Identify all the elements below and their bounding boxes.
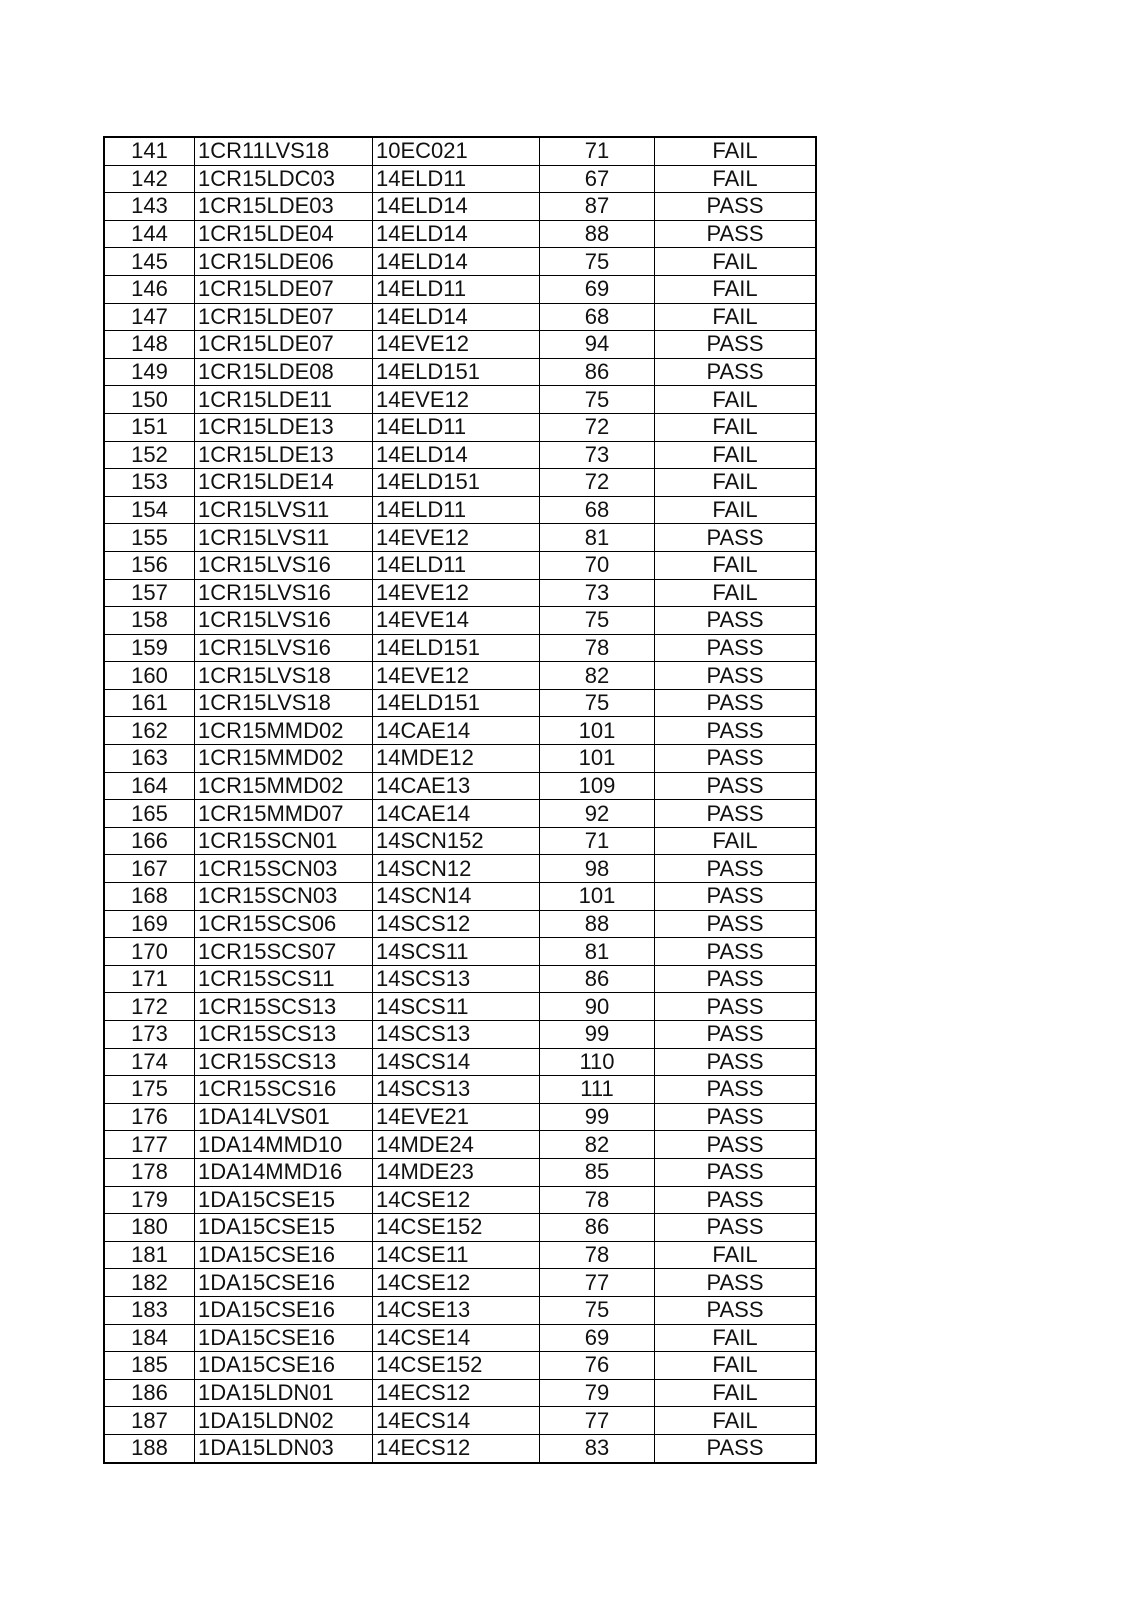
usn-cell: 1CR15SCS06 (195, 910, 373, 938)
serial-number-cell: 155 (104, 524, 195, 552)
marks-cell: 68 (540, 303, 655, 331)
serial-number-cell: 158 (104, 607, 195, 635)
serial-number-cell: 168 (104, 883, 195, 911)
subject-code-cell: 14SCS12 (373, 910, 540, 938)
usn-cell: 1CR15SCS11 (195, 965, 373, 993)
subject-code-cell: 14EVE12 (373, 331, 540, 359)
subject-code-cell: 10EC021 (373, 137, 540, 165)
usn-cell: 1CR15SCS07 (195, 938, 373, 966)
result-cell: FAIL (655, 248, 817, 276)
usn-cell: 1CR15MMD07 (195, 800, 373, 828)
result-cell: FAIL (655, 137, 817, 165)
marks-cell: 71 (540, 827, 655, 855)
usn-cell: 1CR15LVS16 (195, 634, 373, 662)
serial-number-cell: 162 (104, 717, 195, 745)
marks-cell: 73 (540, 441, 655, 469)
table-row (104, 855, 816, 883)
result-cell: PASS (655, 993, 817, 1021)
subject-code-cell: 14ELD14 (373, 303, 540, 331)
usn-cell: 1CR15LDE13 (195, 413, 373, 441)
table-row (104, 579, 816, 607)
serial-number-cell: 148 (104, 331, 195, 359)
table-row (104, 662, 816, 690)
serial-number-cell: 178 (104, 1158, 195, 1186)
usn-cell: 1CR15LVS16 (195, 551, 373, 579)
serial-number-cell: 165 (104, 800, 195, 828)
result-cell: PASS (655, 1214, 817, 1242)
usn-cell: 1DA15LDN02 (195, 1407, 373, 1435)
result-cell: PASS (655, 772, 817, 800)
table-row (104, 689, 816, 717)
serial-number-cell: 175 (104, 1076, 195, 1104)
marks-cell: 67 (540, 165, 655, 193)
usn-cell: 1DA14LVS01 (195, 1103, 373, 1131)
result-cell: FAIL (655, 1407, 817, 1435)
serial-number-cell: 156 (104, 551, 195, 579)
usn-cell: 1DA14MMD10 (195, 1131, 373, 1159)
marks-cell: 81 (540, 524, 655, 552)
subject-code-cell: 14ECS12 (373, 1434, 540, 1462)
usn-cell: 1CR15LDE13 (195, 441, 373, 469)
result-cell: PASS (655, 965, 817, 993)
table-row (104, 827, 816, 855)
table-row (104, 165, 816, 193)
marks-cell: 99 (540, 1103, 655, 1131)
subject-code-cell: 14ELD151 (373, 634, 540, 662)
usn-cell: 1DA14MMD16 (195, 1158, 373, 1186)
subject-code-cell: 14ELD11 (373, 165, 540, 193)
marks-cell: 94 (540, 331, 655, 359)
table-row (104, 413, 816, 441)
usn-cell: 1DA15LDN01 (195, 1379, 373, 1407)
subject-code-cell: 14ELD11 (373, 275, 540, 303)
serial-number-cell: 147 (104, 303, 195, 331)
usn-cell: 1DA15CSE16 (195, 1241, 373, 1269)
table-row (104, 1434, 816, 1462)
table-row (104, 441, 816, 469)
subject-code-cell: 14EVE21 (373, 1103, 540, 1131)
serial-number-cell: 174 (104, 1048, 195, 1076)
table-row (104, 1158, 816, 1186)
result-cell: PASS (655, 1186, 817, 1214)
serial-number-cell: 161 (104, 689, 195, 717)
usn-cell: 1CR15SCN01 (195, 827, 373, 855)
marks-cell: 92 (540, 800, 655, 828)
serial-number-cell: 142 (104, 165, 195, 193)
serial-number-cell: 149 (104, 358, 195, 386)
table-row (104, 220, 816, 248)
subject-code-cell: 14SCS11 (373, 993, 540, 1021)
usn-cell: 1CR15LVS11 (195, 496, 373, 524)
table-row (104, 1076, 816, 1104)
marks-cell: 110 (540, 1048, 655, 1076)
usn-cell: 1CR11LVS18 (195, 137, 373, 165)
table-row (104, 331, 816, 359)
usn-cell: 1CR15LDE03 (195, 193, 373, 221)
usn-cell: 1DA15CSE15 (195, 1186, 373, 1214)
serial-number-cell: 187 (104, 1407, 195, 1435)
serial-number-cell: 172 (104, 993, 195, 1021)
marks-cell: 76 (540, 1352, 655, 1380)
subject-code-cell: 14SCS13 (373, 965, 540, 993)
result-cell: PASS (655, 193, 817, 221)
serial-number-cell: 151 (104, 413, 195, 441)
marks-cell: 68 (540, 496, 655, 524)
usn-cell: 1CR15LDE11 (195, 386, 373, 414)
serial-number-cell: 143 (104, 193, 195, 221)
subject-code-cell: 14SCN14 (373, 883, 540, 911)
subject-code-cell: 14CSE152 (373, 1214, 540, 1242)
usn-cell: 1CR15LVS16 (195, 579, 373, 607)
result-cell: PASS (655, 607, 817, 635)
usn-cell: 1DA15CSE16 (195, 1324, 373, 1352)
result-cell: FAIL (655, 1352, 817, 1380)
table-row (104, 193, 816, 221)
serial-number-cell: 171 (104, 965, 195, 993)
subject-code-cell: 14CSE14 (373, 1324, 540, 1352)
table-row (104, 717, 816, 745)
marks-cell: 75 (540, 689, 655, 717)
marks-cell: 73 (540, 579, 655, 607)
marks-cell: 81 (540, 938, 655, 966)
serial-number-cell: 141 (104, 137, 195, 165)
marks-cell: 75 (540, 1296, 655, 1324)
serial-number-cell: 177 (104, 1131, 195, 1159)
usn-cell: 1CR15LDE07 (195, 331, 373, 359)
serial-number-cell: 150 (104, 386, 195, 414)
result-cell: PASS (655, 1048, 817, 1076)
marks-cell: 72 (540, 469, 655, 497)
marks-cell: 86 (540, 965, 655, 993)
serial-number-cell: 169 (104, 910, 195, 938)
table-row (104, 358, 816, 386)
marks-cell: 82 (540, 1131, 655, 1159)
subject-code-cell: 14SCS14 (373, 1048, 540, 1076)
result-cell: PASS (655, 358, 817, 386)
serial-number-cell: 180 (104, 1214, 195, 1242)
subject-code-cell: 14EVE14 (373, 607, 540, 635)
table-row (104, 1021, 816, 1049)
result-cell: PASS (655, 855, 817, 883)
subject-code-cell: 14CSE12 (373, 1269, 540, 1297)
serial-number-cell: 145 (104, 248, 195, 276)
marks-cell: 87 (540, 193, 655, 221)
subject-code-cell: 14ELD11 (373, 496, 540, 524)
subject-code-cell: 14EVE12 (373, 579, 540, 607)
result-cell: PASS (655, 1296, 817, 1324)
usn-cell: 1CR15SCS16 (195, 1076, 373, 1104)
result-cell: PASS (655, 745, 817, 773)
subject-code-cell: 14ECS12 (373, 1379, 540, 1407)
subject-code-cell: 14CAE14 (373, 717, 540, 745)
table-row (104, 303, 816, 331)
serial-number-cell: 160 (104, 662, 195, 690)
subject-code-cell: 14SCS11 (373, 938, 540, 966)
usn-cell: 1DA15LDN03 (195, 1434, 373, 1462)
serial-number-cell: 182 (104, 1269, 195, 1297)
subject-code-cell: 14MDE12 (373, 745, 540, 773)
result-cell: PASS (655, 717, 817, 745)
usn-cell: 1CR15MMD02 (195, 745, 373, 773)
table-row (104, 1269, 816, 1297)
marks-cell: 98 (540, 855, 655, 883)
table-row (104, 883, 816, 911)
result-cell: FAIL (655, 827, 817, 855)
subject-code-cell: 14CAE14 (373, 800, 540, 828)
result-cell: PASS (655, 634, 817, 662)
marks-cell: 90 (540, 993, 655, 1021)
table-row (104, 386, 816, 414)
marks-cell: 88 (540, 910, 655, 938)
table-row (104, 137, 816, 165)
subject-code-cell: 14ELD11 (373, 413, 540, 441)
usn-cell: 1CR15SCS13 (195, 993, 373, 1021)
table-row (104, 1407, 816, 1435)
marks-cell: 79 (540, 1379, 655, 1407)
serial-number-cell: 146 (104, 275, 195, 303)
table-row (104, 993, 816, 1021)
serial-number-cell: 159 (104, 634, 195, 662)
marks-cell: 69 (540, 275, 655, 303)
serial-number-cell: 154 (104, 496, 195, 524)
marks-cell: 99 (540, 1021, 655, 1049)
result-cell: PASS (655, 800, 817, 828)
table-row (104, 524, 816, 552)
result-cell: PASS (655, 689, 817, 717)
marks-cell: 88 (540, 220, 655, 248)
usn-cell: 1CR15SCN03 (195, 883, 373, 911)
subject-code-cell: 14SCS13 (373, 1076, 540, 1104)
result-cell: FAIL (655, 275, 817, 303)
subject-code-cell: 14ELD11 (373, 551, 540, 579)
subject-code-cell: 14CAE13 (373, 772, 540, 800)
result-cell: FAIL (655, 551, 817, 579)
result-cell: PASS (655, 938, 817, 966)
serial-number-cell: 170 (104, 938, 195, 966)
marks-cell: 78 (540, 634, 655, 662)
result-cell: FAIL (655, 1324, 817, 1352)
usn-cell: 1CR15LDE14 (195, 469, 373, 497)
result-cell: FAIL (655, 1379, 817, 1407)
table-row (104, 469, 816, 497)
usn-cell: 1CR15LDE08 (195, 358, 373, 386)
usn-cell: 1CR15LDE04 (195, 220, 373, 248)
table-row (104, 607, 816, 635)
subject-code-cell: 14ELD151 (373, 469, 540, 497)
marks-cell: 75 (540, 248, 655, 276)
usn-cell: 1CR15SCS13 (195, 1021, 373, 1049)
serial-number-cell: 184 (104, 1324, 195, 1352)
result-cell: FAIL (655, 441, 817, 469)
serial-number-cell: 157 (104, 579, 195, 607)
serial-number-cell: 188 (104, 1434, 195, 1462)
table-row (104, 275, 816, 303)
subject-code-cell: 14ELD14 (373, 441, 540, 469)
serial-number-cell: 179 (104, 1186, 195, 1214)
table-row (104, 1379, 816, 1407)
serial-number-cell: 152 (104, 441, 195, 469)
table-row (104, 634, 816, 662)
marks-cell: 101 (540, 717, 655, 745)
marks-cell: 78 (540, 1186, 655, 1214)
marks-cell: 78 (540, 1241, 655, 1269)
serial-number-cell: 181 (104, 1241, 195, 1269)
subject-code-cell: 14CSE13 (373, 1296, 540, 1324)
usn-cell: 1CR15SCS13 (195, 1048, 373, 1076)
serial-number-cell: 186 (104, 1379, 195, 1407)
result-cell: PASS (655, 1269, 817, 1297)
serial-number-cell: 185 (104, 1352, 195, 1380)
marks-cell: 101 (540, 883, 655, 911)
result-cell: FAIL (655, 496, 817, 524)
table-row (104, 1131, 816, 1159)
subject-code-cell: 14EVE12 (373, 524, 540, 552)
usn-cell: 1CR15LVS18 (195, 662, 373, 690)
table-row (104, 1324, 816, 1352)
usn-cell: 1CR15LDE07 (195, 303, 373, 331)
result-cell: PASS (655, 1158, 817, 1186)
result-cell: PASS (655, 1131, 817, 1159)
usn-cell: 1CR15MMD02 (195, 717, 373, 745)
table-row (104, 910, 816, 938)
marks-cell: 111 (540, 1076, 655, 1104)
marks-cell: 77 (540, 1407, 655, 1435)
serial-number-cell: 153 (104, 469, 195, 497)
table-row (104, 965, 816, 993)
subject-code-cell: 14SCN12 (373, 855, 540, 883)
table-row (104, 1048, 816, 1076)
table-row (104, 938, 816, 966)
subject-code-cell: 14CSE152 (373, 1352, 540, 1380)
marks-cell: 70 (540, 551, 655, 579)
result-cell: FAIL (655, 303, 817, 331)
table-row (104, 1214, 816, 1242)
usn-cell: 1CR15MMD02 (195, 772, 373, 800)
usn-cell: 1DA15CSE16 (195, 1269, 373, 1297)
result-cell: PASS (655, 1434, 817, 1462)
marks-cell: 77 (540, 1269, 655, 1297)
table-row (104, 248, 816, 276)
marks-cell: 71 (540, 137, 655, 165)
marks-cell: 101 (540, 745, 655, 773)
usn-cell: 1DA15CSE16 (195, 1352, 373, 1380)
table-row (104, 1241, 816, 1269)
table-row (104, 1103, 816, 1131)
subject-code-cell: 14ELD14 (373, 193, 540, 221)
serial-number-cell: 183 (104, 1296, 195, 1324)
serial-number-cell: 173 (104, 1021, 195, 1049)
marks-cell: 82 (540, 662, 655, 690)
subject-code-cell: 14EVE12 (373, 662, 540, 690)
marks-cell: 72 (540, 413, 655, 441)
result-cell: FAIL (655, 413, 817, 441)
results-table-body (104, 137, 816, 1463)
result-cell: FAIL (655, 165, 817, 193)
subject-code-cell: 14CSE12 (373, 1186, 540, 1214)
result-cell: PASS (655, 220, 817, 248)
result-cell: FAIL (655, 1241, 817, 1269)
subject-code-cell: 14SCN152 (373, 827, 540, 855)
usn-cell: 1CR15SCN03 (195, 855, 373, 883)
serial-number-cell: 167 (104, 855, 195, 883)
result-cell: FAIL (655, 386, 817, 414)
usn-cell: 1DA15CSE16 (195, 1296, 373, 1324)
result-cell: PASS (655, 1076, 817, 1104)
result-cell: PASS (655, 662, 817, 690)
table-row (104, 745, 816, 773)
subject-code-cell: 14ECS14 (373, 1407, 540, 1435)
usn-cell: 1CR15LVS11 (195, 524, 373, 552)
table-row (104, 551, 816, 579)
serial-number-cell: 176 (104, 1103, 195, 1131)
table-row (104, 772, 816, 800)
subject-code-cell: 14CSE11 (373, 1241, 540, 1269)
marks-cell: 75 (540, 607, 655, 635)
results-table (103, 136, 817, 1464)
usn-cell: 1CR15LVS16 (195, 607, 373, 635)
result-cell: PASS (655, 331, 817, 359)
subject-code-cell: 14ELD151 (373, 358, 540, 386)
usn-cell: 1CR15LDC03 (195, 165, 373, 193)
subject-code-cell: 14MDE24 (373, 1131, 540, 1159)
marks-cell: 85 (540, 1158, 655, 1186)
subject-code-cell: 14EVE12 (373, 386, 540, 414)
serial-number-cell: 144 (104, 220, 195, 248)
marks-cell: 83 (540, 1434, 655, 1462)
marks-cell: 75 (540, 386, 655, 414)
result-cell: PASS (655, 883, 817, 911)
subject-code-cell: 14MDE23 (373, 1158, 540, 1186)
result-cell: FAIL (655, 469, 817, 497)
subject-code-cell: 14SCS13 (373, 1021, 540, 1049)
serial-number-cell: 163 (104, 745, 195, 773)
table-row (104, 800, 816, 828)
subject-code-cell: 14ELD151 (373, 689, 540, 717)
serial-number-cell: 164 (104, 772, 195, 800)
table-row (104, 1296, 816, 1324)
result-cell: PASS (655, 524, 817, 552)
result-cell: FAIL (655, 579, 817, 607)
table-row (104, 496, 816, 524)
marks-cell: 109 (540, 772, 655, 800)
table-row (104, 1186, 816, 1214)
marks-cell: 86 (540, 1214, 655, 1242)
result-cell: PASS (655, 1021, 817, 1049)
subject-code-cell: 14ELD14 (373, 248, 540, 276)
serial-number-cell: 166 (104, 827, 195, 855)
table-row (104, 1352, 816, 1380)
usn-cell: 1CR15LDE06 (195, 248, 373, 276)
marks-cell: 69 (540, 1324, 655, 1352)
usn-cell: 1DA15CSE15 (195, 1214, 373, 1242)
result-cell: PASS (655, 910, 817, 938)
usn-cell: 1CR15LVS18 (195, 689, 373, 717)
marks-cell: 86 (540, 358, 655, 386)
result-cell: PASS (655, 1103, 817, 1131)
usn-cell: 1CR15LDE07 (195, 275, 373, 303)
subject-code-cell: 14ELD14 (373, 220, 540, 248)
